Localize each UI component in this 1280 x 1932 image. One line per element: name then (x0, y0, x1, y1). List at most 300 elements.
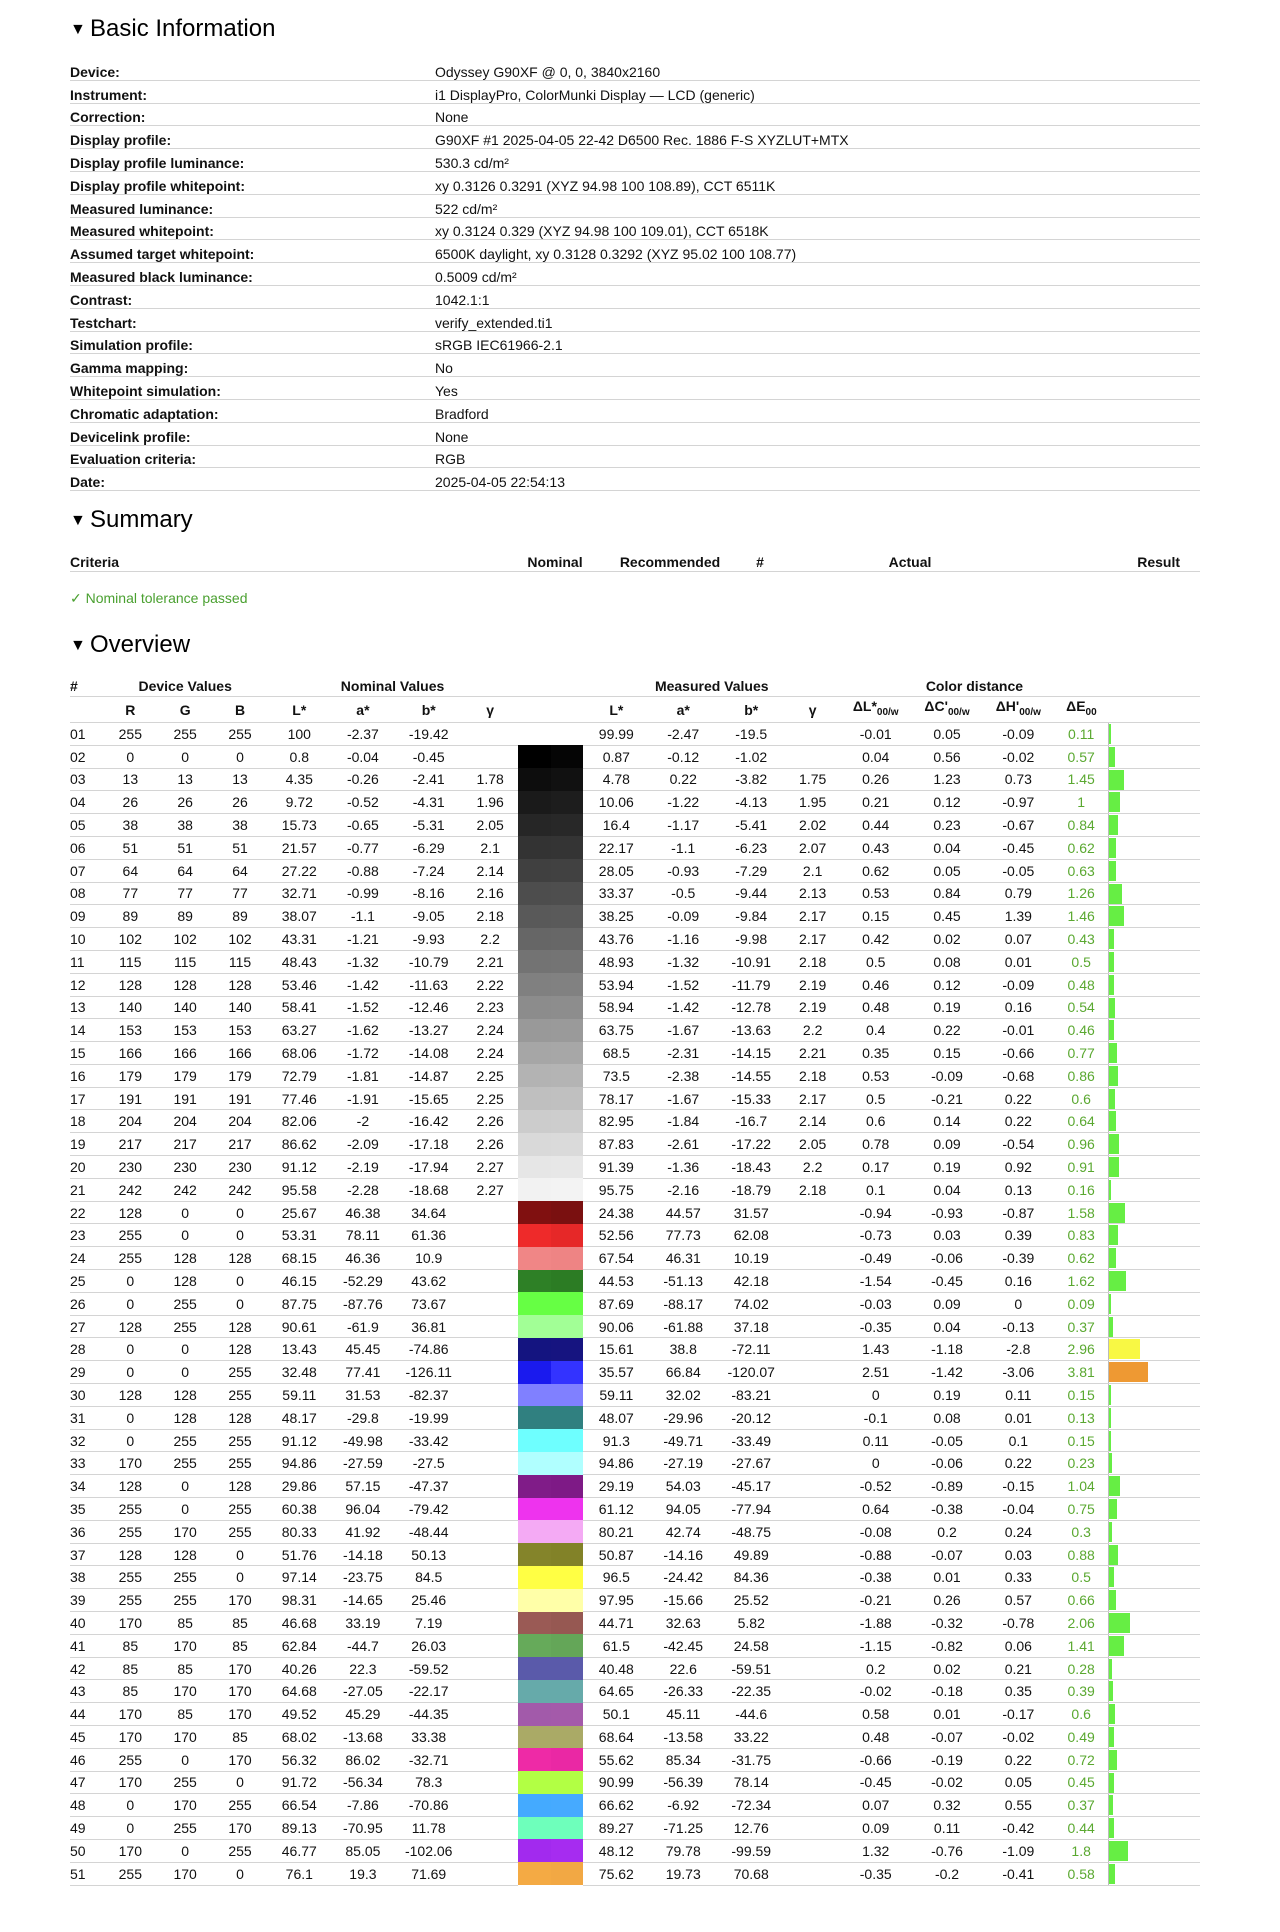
ov-measured-gamma (785, 1201, 840, 1224)
ov-g: 166 (158, 1042, 213, 1065)
ov-r: 140 (103, 996, 158, 1019)
ov-g: 85 (158, 1612, 213, 1635)
ov-g: 0 (158, 1748, 213, 1771)
ov-nominal-swatch (518, 1703, 551, 1726)
ov-r: 230 (103, 1156, 158, 1179)
ov-num: 35 (70, 1498, 103, 1521)
ov-delta-h: 0.22 (983, 1748, 1054, 1771)
ov-num: 38 (70, 1566, 103, 1589)
ov-delta-c: -0.05 (911, 1429, 982, 1452)
ov-delta-h: 0.55 (983, 1794, 1054, 1817)
ov-measured-gamma: 2.18 (785, 950, 840, 973)
ov-measured-a: -61.88 (649, 1315, 717, 1338)
ov-measured-a: -0.12 (649, 745, 717, 768)
ov-delta-l: -1.88 (840, 1612, 911, 1635)
ov-b: 170 (213, 1657, 268, 1680)
ov-nominal-swatch (518, 1270, 551, 1293)
ov-delta-l: -0.08 (840, 1520, 911, 1543)
ov-g: 255 (158, 1315, 213, 1338)
ov-delta-e: 0.86 (1054, 1064, 1109, 1087)
ov-nominal-a: -2.19 (331, 1156, 395, 1179)
ov-measured-gamma: 2.17 (785, 1087, 840, 1110)
ov-measured-b: -11.79 (717, 973, 785, 996)
ov-measured-a: -0.93 (649, 859, 717, 882)
ov-num: 01 (70, 722, 103, 745)
ov-delta-c: -0.38 (911, 1498, 982, 1521)
ov-r: 102 (103, 928, 158, 951)
ov-nominal-l: 94.86 (267, 1452, 331, 1475)
ov-measured-gamma (785, 1270, 840, 1293)
overview-row (70, 1634, 1200, 1657)
ov-delta-c: 1.23 (911, 768, 982, 791)
ov-delta-e: 0.84 (1054, 814, 1109, 837)
ov-measured-gamma (785, 1224, 840, 1247)
ov-nominal-b: -102.06 (395, 1839, 463, 1862)
ov-num: 24 (70, 1247, 103, 1270)
ov-b: 242 (213, 1178, 268, 1201)
ov-measured-a: -1.17 (649, 814, 717, 837)
ov-delta-e: 0.3 (1054, 1520, 1109, 1543)
ov-delta-e-bar-cell (1109, 768, 1200, 791)
ov-nominal-a: -13.68 (331, 1726, 395, 1749)
ov-nominal-gamma: 2.22 (463, 973, 518, 996)
basic-info-row (70, 399, 1200, 422)
ov-measured-gamma (785, 1429, 840, 1452)
ov-g: 102 (158, 928, 213, 951)
ov-delta-c: 0.2 (911, 1520, 982, 1543)
ov-measured-swatch (551, 722, 584, 745)
ov-nominal-l: 4.35 (267, 768, 331, 791)
ov-g: 255 (158, 1589, 213, 1612)
ov-measured-b: -59.51 (717, 1657, 785, 1680)
ov-delta-e-bar-cell (1109, 1817, 1200, 1840)
ov-nominal-b: -10.79 (395, 950, 463, 973)
ov-delta-e: 0.83 (1054, 1224, 1109, 1247)
ov-r: 255 (103, 1520, 158, 1543)
ov-delta-h: -0.02 (983, 745, 1054, 768)
ov-measured-swatch (551, 745, 584, 768)
ov-nominal-a: -1.72 (331, 1042, 395, 1065)
ov-measured-l: 91.39 (583, 1156, 649, 1179)
ov-nominal-gamma (463, 1270, 518, 1293)
ov-b: 0 (213, 1270, 268, 1293)
ov-delta-c: -1.42 (911, 1361, 982, 1384)
ov-g: 255 (158, 1292, 213, 1315)
ov-delta-c: -0.82 (911, 1634, 982, 1657)
ov-nominal-a: -0.26 (331, 768, 395, 791)
ov-delta-c: 0.11 (911, 1817, 982, 1840)
ov-g: 0 (158, 1498, 213, 1521)
basic-info-value: 522 cd/m² (435, 194, 1200, 217)
ov-measured-l: 61.5 (583, 1634, 649, 1657)
ov-delta-e-bar-cell (1109, 1019, 1200, 1042)
basic-info-row (70, 263, 1200, 286)
ov-measured-swatch (551, 1566, 584, 1589)
ov-delta-e-bar-cell (1109, 1384, 1200, 1407)
ov-delta-e: 2.96 (1054, 1338, 1109, 1361)
ov-nominal-swatch (518, 1110, 551, 1133)
ov-b: 217 (213, 1133, 268, 1156)
ov-delta-e-bar (1109, 998, 1115, 1018)
basic-info-label: Testchart: (70, 308, 435, 331)
ov-delta-e-bar (1109, 1317, 1113, 1337)
ov-measured-swatch (551, 1839, 584, 1862)
ov-measured-swatch (551, 928, 584, 951)
ov-nominal-gamma: 2.25 (463, 1064, 518, 1087)
ov-nominal-gamma (463, 1748, 518, 1771)
overview-row (70, 1680, 1200, 1703)
ov-measured-swatch (551, 1429, 584, 1452)
overview-row (70, 859, 1200, 882)
ov-measured-a: -14.16 (649, 1543, 717, 1566)
ov-nominal-l: 91.12 (267, 1156, 331, 1179)
basic-info-row (70, 422, 1200, 445)
ov-b: 230 (213, 1156, 268, 1179)
ov-delta-e-bar (1109, 747, 1115, 767)
ov-measured-b: -77.94 (717, 1498, 785, 1521)
ov-delta-c: -0.07 (911, 1726, 982, 1749)
ov-measured-l: 61.12 (583, 1498, 649, 1521)
ov-delta-c: 0.01 (911, 1566, 982, 1589)
overview-toggle[interactable] (70, 628, 1200, 662)
ov-delta-e: 0.49 (1054, 1726, 1109, 1749)
basic-info-row (70, 445, 1200, 468)
ov-nominal-a: 46.38 (331, 1201, 395, 1224)
ov-g: 230 (158, 1156, 213, 1179)
ov-nominal-l: 62.84 (267, 1634, 331, 1657)
basic-info-label: Chromatic adaptation: (70, 399, 435, 422)
ov-b: 179 (213, 1064, 268, 1087)
ov-num: 45 (70, 1726, 103, 1749)
ov-nominal-l: 59.11 (267, 1384, 331, 1407)
ov-measured-b: -9.84 (717, 905, 785, 928)
ov-measured-a: -88.17 (649, 1292, 717, 1315)
ov-num: 12 (70, 973, 103, 996)
ov-delta-e-bar-cell (1109, 722, 1200, 745)
ov-measured-swatch (551, 1543, 584, 1566)
ov-nominal-swatch (518, 882, 551, 905)
ov-measured-l: 10.06 (583, 791, 649, 814)
ov-delta-c: 0.08 (911, 950, 982, 973)
ov-measured-gamma (785, 745, 840, 768)
ov-measured-a: 32.63 (649, 1612, 717, 1635)
basic-info-toggle[interactable] (70, 12, 1200, 46)
ov-delta-e-bar-cell (1109, 1589, 1200, 1612)
ov-measured-swatch (551, 1817, 584, 1840)
ov-measured-l: 48.07 (583, 1406, 649, 1429)
ov-num: 39 (70, 1589, 103, 1612)
ov-measured-l: 66.62 (583, 1794, 649, 1817)
ov-num: 27 (70, 1315, 103, 1338)
ov-nominal-l: 51.76 (267, 1543, 331, 1566)
ov-nominal-swatch (518, 1064, 551, 1087)
ov-delta-e: 0.13 (1054, 1406, 1109, 1429)
ov-delta-e: 0.6 (1054, 1087, 1109, 1110)
ov-delta-l: 0.48 (840, 1726, 911, 1749)
ov-nominal-swatch (518, 1452, 551, 1475)
ov-delta-e: 0.37 (1054, 1794, 1109, 1817)
ov-measured-b: 70.68 (717, 1862, 785, 1885)
basic-info-label: Evaluation criteria: (70, 445, 435, 468)
expanded-triangle-icon: ▼ (70, 512, 86, 530)
ov-measured-gamma (785, 1292, 840, 1315)
ov-num: 21 (70, 1178, 103, 1201)
ov-measured-l: 0.87 (583, 745, 649, 768)
ov-delta-c: -0.76 (911, 1839, 982, 1862)
ov-g: 128 (158, 1384, 213, 1407)
ov-delta-h: -0.68 (983, 1064, 1054, 1087)
ov-delta-l: -0.45 (840, 1771, 911, 1794)
ov-delta-e: 0.96 (1054, 1133, 1109, 1156)
ov-g: 128 (158, 973, 213, 996)
overview-row (70, 928, 1200, 951)
ov-delta-e-bar-cell (1109, 1178, 1200, 1201)
ov-nominal-swatch (518, 1406, 551, 1429)
ov-nominal-gamma (463, 1771, 518, 1794)
ov-nominal-l: 82.06 (267, 1110, 331, 1133)
ov-g: 255 (158, 1817, 213, 1840)
ov-delta-c: 0.08 (911, 1406, 982, 1429)
ov-measured-l: 96.5 (583, 1566, 649, 1589)
ov-g: 170 (158, 1680, 213, 1703)
ov-nominal-a: -27.05 (331, 1680, 395, 1703)
ov-g: 217 (158, 1133, 213, 1156)
ov-measured-b: 78.14 (717, 1771, 785, 1794)
ov-measured-swatch (551, 791, 584, 814)
ov-delta-l: 0.43 (840, 836, 911, 859)
ov-g: 140 (158, 996, 213, 1019)
ov-delta-l: 0.04 (840, 745, 911, 768)
ov-delta-e: 0.6 (1054, 1703, 1109, 1726)
ov-measured-swatch (551, 882, 584, 905)
ov-measured-b: -7.29 (717, 859, 785, 882)
summary-col-recommended: Recommended (610, 551, 730, 572)
ov-nominal-b: -126.11 (395, 1361, 463, 1384)
ov-nominal-gamma (463, 1338, 518, 1361)
ov-nominal-b: -5.31 (395, 814, 463, 837)
ov-delta-l: -0.01 (840, 722, 911, 745)
ov-measured-l: 73.5 (583, 1064, 649, 1087)
ov-measured-gamma (785, 1384, 840, 1407)
ov-measured-b: 31.57 (717, 1201, 785, 1224)
ov-b: 204 (213, 1110, 268, 1133)
ov-measured-b: -16.7 (717, 1110, 785, 1133)
overview-row (70, 722, 1200, 745)
ov-nominal-swatch (518, 768, 551, 791)
ov-delta-e-bar-cell (1109, 1498, 1200, 1521)
ov-measured-gamma (785, 1543, 840, 1566)
basic-info-heading: Basic Information (90, 15, 276, 42)
ov-delta-e-bar (1109, 1453, 1111, 1473)
ov-num: 41 (70, 1634, 103, 1657)
ov-r: 255 (103, 1247, 158, 1270)
ov-measured-swatch (551, 1589, 584, 1612)
ov-g: 170 (158, 1726, 213, 1749)
basic-info-row (70, 377, 1200, 400)
ov-nominal-l: 27.22 (267, 859, 331, 882)
overview-row (70, 1315, 1200, 1338)
ov-delta-e-bar-cell (1109, 1133, 1200, 1156)
ov-b: 170 (213, 1817, 268, 1840)
basic-info-value: 2025-04-05 22:54:13 (435, 468, 1200, 491)
basic-info-value: xy 0.3126 0.3291 (XYZ 94.98 100 108.89), CCT 6511K (435, 171, 1200, 194)
ov-delta-h: 0.11 (983, 1384, 1054, 1407)
overview-row (70, 1429, 1200, 1452)
ov-nominal-b: 10.9 (395, 1247, 463, 1270)
ov-delta-c: 0.32 (911, 1794, 982, 1817)
summary-toggle[interactable] (70, 503, 1200, 537)
overview-row (70, 1726, 1200, 1749)
ov-delta-l: -0.88 (840, 1543, 911, 1566)
ov-measured-gamma: 2.17 (785, 905, 840, 928)
ov-b: 0 (213, 1566, 268, 1589)
ov-nominal-swatch (518, 1817, 551, 1840)
ov-measured-gamma (785, 1406, 840, 1429)
ov-delta-e: 0.62 (1054, 1247, 1109, 1270)
ov-nominal-b: -18.68 (395, 1178, 463, 1201)
ov-g: 85 (158, 1703, 213, 1726)
ov-measured-gamma (785, 1726, 840, 1749)
ov-delta-e: 1.04 (1054, 1475, 1109, 1498)
basic-info-label: Gamma mapping: (70, 354, 435, 377)
ov-nominal-l: 100 (267, 722, 331, 745)
ov-delta-h: 0.1 (983, 1429, 1054, 1452)
ov-measured-swatch (551, 1452, 584, 1475)
ov-col-de: $\Delta E_{00}$ (1054, 697, 1109, 723)
ov-nominal-l: 43.31 (267, 928, 331, 951)
ov-delta-h: -0.41 (983, 1862, 1054, 1885)
ov-delta-h: -0.54 (983, 1133, 1054, 1156)
ov-nominal-a: -49.98 (331, 1429, 395, 1452)
ov-measured-swatch (551, 1247, 584, 1270)
ov-delta-e-bar-cell (1109, 950, 1200, 973)
ov-nominal-swatch (518, 1315, 551, 1338)
ov-nominal-b: -17.94 (395, 1156, 463, 1179)
ov-nominal-swatch (518, 1201, 551, 1224)
ov-delta-l: -0.73 (840, 1224, 911, 1247)
ov-measured-b: 5.82 (717, 1612, 785, 1635)
ov-num: 37 (70, 1543, 103, 1566)
ov-nominal-swatch (518, 1475, 551, 1498)
ov-delta-c: 0.12 (911, 791, 982, 814)
ov-measured-b: 37.18 (717, 1315, 785, 1338)
ov-delta-l: 0.1 (840, 1178, 911, 1201)
ov-delta-l: 0.21 (840, 791, 911, 814)
ov-measured-a: -0.5 (649, 882, 717, 905)
ov-delta-l: 0.6 (840, 1110, 911, 1133)
ov-measured-swatch (551, 1133, 584, 1156)
ov-delta-l: -0.21 (840, 1589, 911, 1612)
ov-nominal-l: 32.71 (267, 882, 331, 905)
ov-delta-c: -0.2 (911, 1862, 982, 1885)
ov-nominal-l: 15.73 (267, 814, 331, 837)
ov-num: 28 (70, 1338, 103, 1361)
ov-delta-c: -0.21 (911, 1087, 982, 1110)
ov-measured-gamma (785, 1657, 840, 1680)
ov-measured-b: 24.58 (717, 1634, 785, 1657)
ov-nominal-l: 46.77 (267, 1839, 331, 1862)
ov-nominal-a: -1.62 (331, 1019, 395, 1042)
ov-nominal-swatch (518, 1178, 551, 1201)
ov-g: 0 (158, 1338, 213, 1361)
ov-delta-c: -0.18 (911, 1680, 982, 1703)
ov-measured-a: -29.96 (649, 1406, 717, 1429)
basic-info-value: RGB (435, 445, 1200, 468)
ov-measured-a: -42.45 (649, 1634, 717, 1657)
ov-measured-gamma (785, 1794, 840, 1817)
ov-delta-l: -0.94 (840, 1201, 911, 1224)
summary-table (70, 551, 1200, 572)
ov-measured-b: -72.11 (717, 1338, 785, 1361)
summary-col-actual: Actual (850, 551, 970, 572)
ov-delta-e-bar-cell (1109, 1247, 1200, 1270)
ov-delta-l: 0.07 (840, 1794, 911, 1817)
ov-nominal-swatch (518, 1384, 551, 1407)
ov-measured-a: 22.6 (649, 1657, 717, 1680)
ov-b: 0 (213, 1862, 268, 1885)
ov-measured-a: -51.13 (649, 1270, 717, 1293)
ov-measured-gamma (785, 1520, 840, 1543)
overview-row (70, 1361, 1200, 1384)
ov-delta-e: 1.8 (1054, 1839, 1109, 1862)
ov-measured-b: 84.36 (717, 1566, 785, 1589)
ov-nominal-gamma (463, 1406, 518, 1429)
ov-num: 13 (70, 996, 103, 1019)
ov-nominal-b: -22.17 (395, 1680, 463, 1703)
ov-measured-a: 32.02 (649, 1384, 717, 1407)
ov-g: 0 (158, 1224, 213, 1247)
ov-nominal-gamma: 2.18 (463, 905, 518, 928)
ov-delta-l: -0.02 (840, 1680, 911, 1703)
ov-r: 153 (103, 1019, 158, 1042)
ov-delta-e-bar (1109, 1773, 1114, 1793)
ov-g: 242 (158, 1178, 213, 1201)
ov-delta-e: 0.15 (1054, 1384, 1109, 1407)
ov-b: 0 (213, 1543, 268, 1566)
ov-g: 77 (158, 882, 213, 905)
ov-nominal-a: 33.19 (331, 1612, 395, 1635)
ov-delta-e-bar (1109, 1750, 1116, 1770)
ov-r: 170 (103, 1612, 158, 1635)
ov-nominal-swatch (518, 1657, 551, 1680)
ov-measured-a: -27.19 (649, 1452, 717, 1475)
ov-b: 0 (213, 1201, 268, 1224)
ov-measured-gamma: 2.05 (785, 1133, 840, 1156)
ov-g: 255 (158, 1452, 213, 1475)
ov-delta-e-bar-cell (1109, 1110, 1200, 1133)
ov-nominal-gamma (463, 1817, 518, 1840)
ov-delta-l: 1.43 (840, 1338, 911, 1361)
ov-delta-h: -0.01 (983, 1019, 1054, 1042)
ov-nominal-a: -23.75 (331, 1566, 395, 1589)
ov-delta-e-bar-cell (1109, 928, 1200, 951)
ov-measured-a: -6.92 (649, 1794, 717, 1817)
overview-row (70, 1748, 1200, 1771)
ov-b: 85 (213, 1726, 268, 1749)
ov-measured-l: 53.94 (583, 973, 649, 996)
basic-info-label: Date: (70, 468, 435, 491)
ov-measured-swatch (551, 1361, 584, 1384)
ov-num: 03 (70, 768, 103, 791)
basic-info-label: Display profile whitepoint: (70, 171, 435, 194)
ov-delta-e-bar-cell (1109, 1292, 1200, 1315)
ov-delta-e: 0.66 (1054, 1589, 1109, 1612)
ov-delta-l: 0.53 (840, 1064, 911, 1087)
overview-row (70, 1156, 1200, 1179)
overview-row (70, 791, 1200, 814)
ov-nominal-b: -12.46 (395, 996, 463, 1019)
ov-measured-swatch (551, 1110, 584, 1133)
